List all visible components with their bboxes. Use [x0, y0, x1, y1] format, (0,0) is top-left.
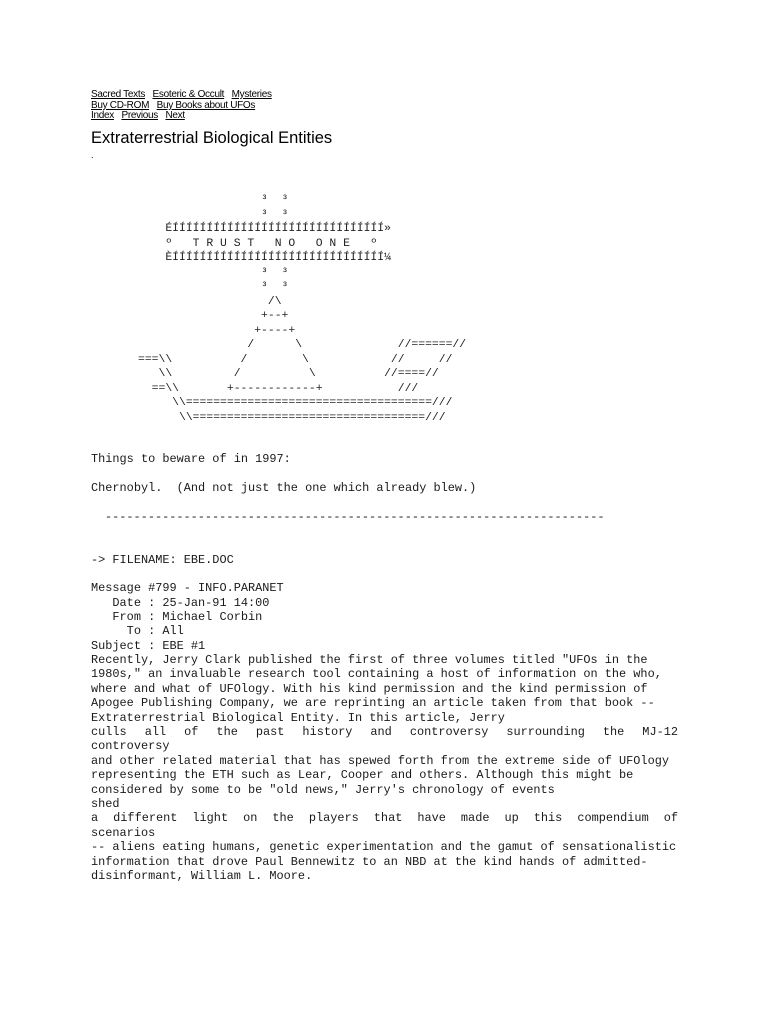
body-line: controversy — [91, 739, 170, 754]
nav-link-sacred-texts[interactable]: Sacred Texts — [91, 89, 146, 100]
header-filename: -> FILENAME: EBE.DOC — [91, 553, 234, 567]
header-from: From : Michael Corbin — [91, 610, 263, 624]
body-line: scenarios — [91, 825, 156, 840]
nav-link-previous[interactable]: Previous — [121, 110, 158, 121]
header-subject: Subject : EBE #1 — [91, 639, 206, 653]
header-message: Message #799 - INFO.PARANET — [91, 581, 284, 595]
ascii-art-ufo-trust-no-one: ³ ³ ³ ³ ÉÍÍÍÍÍÍÍÍÍÍÍÍÍÍÍÍÍÍÍÍÍÍÍÍÍÍÍÍÍÍÍ» º T R U S T N O O N E º ÈÍÍÍÍÍÍÍÍÍÍÍÍÍÍÍÍÍÍÍÍÍÍÍÍÍÍÍÍÍÍÍ¼ ³ ³ ³ ³ /\ +--+ +----+ / \ //======// ===\\ / \ // // \\ / \ //====// ==\\ +------------+ /// \\====================================/// \\==================================/// — [138, 194, 467, 424]
nav-link-buy-books-ufos[interactable]: Buy Books about UFOs — [156, 100, 256, 111]
nav-link-index[interactable]: Index — [91, 110, 114, 121]
nav-row-pager — [91, 110, 190, 121]
header-date: Date : 25-Jan-91 14:00 — [91, 596, 270, 610]
nav-row-primary — [91, 89, 277, 100]
nav-link-buy-cd-rom[interactable]: Buy CD-ROM — [91, 100, 150, 111]
body-paragraph: -- aliens eating humans, genetic experimentation and the gamut of sensationalistic information that drove Paul Bennewitz to an NBD at the kind hands of admitted-disinformant, William L. Moore. — [91, 840, 677, 884]
body-paragraph: Recently, Jerry Clark published the first of three volumes titled "UFOs in the 1980s," an invaluable research tool containing a host of information on the who, where and what of UFOlogy. With his kind permission and the kind permission of Apogee Publishing Company, we are reprinting an article taken from that book -- Extraterrestrial Biological Entity. In this article, Jerry — [91, 653, 662, 725]
separator-dot: . — [91, 150, 94, 160]
page-title: Extraterrestrial Biological Entities — [91, 129, 333, 147]
nav-link-next[interactable]: Next — [165, 110, 185, 121]
body-line: shed — [91, 797, 120, 812]
horizontal-rule: ---------------------------------------------------------------------- — [105, 510, 605, 524]
body-paragraph: and other related material that has spewed forth from the extreme side of UFOlogy representing the ETH such as Lear, Cooper and others. Although this might be considered by some to be "old news," Jerry's chronology of events — [91, 753, 669, 797]
intro-chernobyl-line: Chernobyl. (And not just the one which already blew.) — [91, 481, 477, 495]
nav-link-esoteric-occult[interactable]: Esoteric & Occult — [152, 89, 225, 100]
body-line-justified: a different light on the players that have made up this compendium of — [91, 811, 678, 826]
body-line-justified: culls all of the past history and controversy surrounding the MJ-12 — [91, 725, 678, 740]
nav-link-mysteries[interactable]: Mysteries — [231, 89, 272, 100]
intro-beware-line: Things to beware of in 1997: — [91, 452, 291, 466]
article-body — [91, 653, 678, 884]
header-to: To : All — [91, 624, 184, 638]
